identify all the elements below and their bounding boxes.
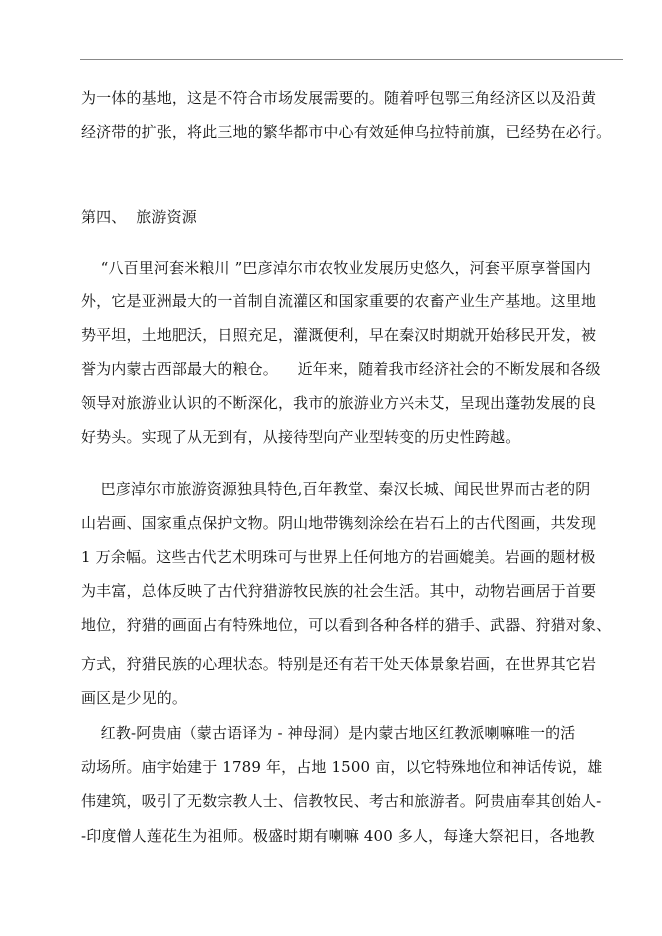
para2-line-1: 巴彦淖尔市旅游资源独具特色,百年教堂、秦汉长城、闻民世界而古老的阴: [81, 480, 591, 498]
para2-line-4: 为丰富，总体反映了古代狩猎游牧民族的社会生活。其中，动物岩画居于首要: [81, 582, 597, 600]
para2-line-2: 山岩画、国家重点保护文物。阴山地带镌刻涂绘在岩石上的古代图画，共发现: [81, 514, 597, 532]
para1-line-3: 势平坦，土地肥沃，日照充足，灌溉便利，早在秦汉时期就开始移民开发，被: [81, 326, 597, 344]
intro-line-2: 经济带的扩张，将此三地的繁华都市中心有效延伸乌拉特前旗，已经势在必行。: [81, 123, 612, 141]
para2-line-7: 画区是少见的。: [81, 689, 188, 707]
para1-line-6: 好势头。实现了从无到有，从接待型向产业型转变的历史性跨越。: [81, 428, 521, 446]
section-heading: 第四、 旅游资源: [81, 208, 197, 226]
para3-line-3: 伟建筑，吸引了无数宗教人士、信教牧民、考古和旅游者。阿贵庙奉其创始人-: [81, 792, 602, 810]
para3-line-1: 红教-阿贵庙（蒙古语译为 - 神母洞）是内蒙古地区红教派喇嘛唯一的活: [81, 724, 576, 742]
para2-line-6: 方式，狩猎民族的心理状态。特别是还有若干处天体景象岩画，在世界其它岩: [81, 655, 597, 673]
intro-line-1: 为一体的基地，这是不符合市场发展需要的。随着呼包鄂三角经济区以及沿黄: [81, 89, 597, 107]
para2-line-3: 1 万余幅。这些古代艺术明珠可与世界上任何地方的岩画媲美。岩画的题材极: [81, 548, 596, 566]
header-rule: [80, 59, 623, 60]
para2-line-5: 地位，狩猎的画面占有特殊地位，可以看到各种各样的猎手、武器、狩猎对象、: [81, 616, 612, 634]
para1-line-1: “八百里河套米粮川 ”巴彦淖尔市农牧业发展历史悠久，河套平原享誉国内: [81, 259, 591, 277]
para1-line-5: 领导对旅游业认识的不断深化，我市的旅游业方兴未艾，呈现出蓬勃发展的良: [81, 394, 597, 412]
para3-line-2: 动场所。庙宇始建于 1789 年，占地 1500 亩，以它特殊地位和神话传说，雄: [81, 758, 603, 776]
para1-line-4: 誉为内蒙古西部最大的粮仓。 近年来，随着我市经济社会的不断发展和各级: [81, 360, 601, 378]
para3-line-4: -印度僧人莲花生为祖师。极盛时期有喇嘛 400 多人，每逢大祭祀日，各地教: [81, 827, 595, 845]
para1-line-2: 外，它是亚洲最大的一首制自流灌区和国家重要的农畜产业生产基地。这里地: [81, 292, 597, 310]
